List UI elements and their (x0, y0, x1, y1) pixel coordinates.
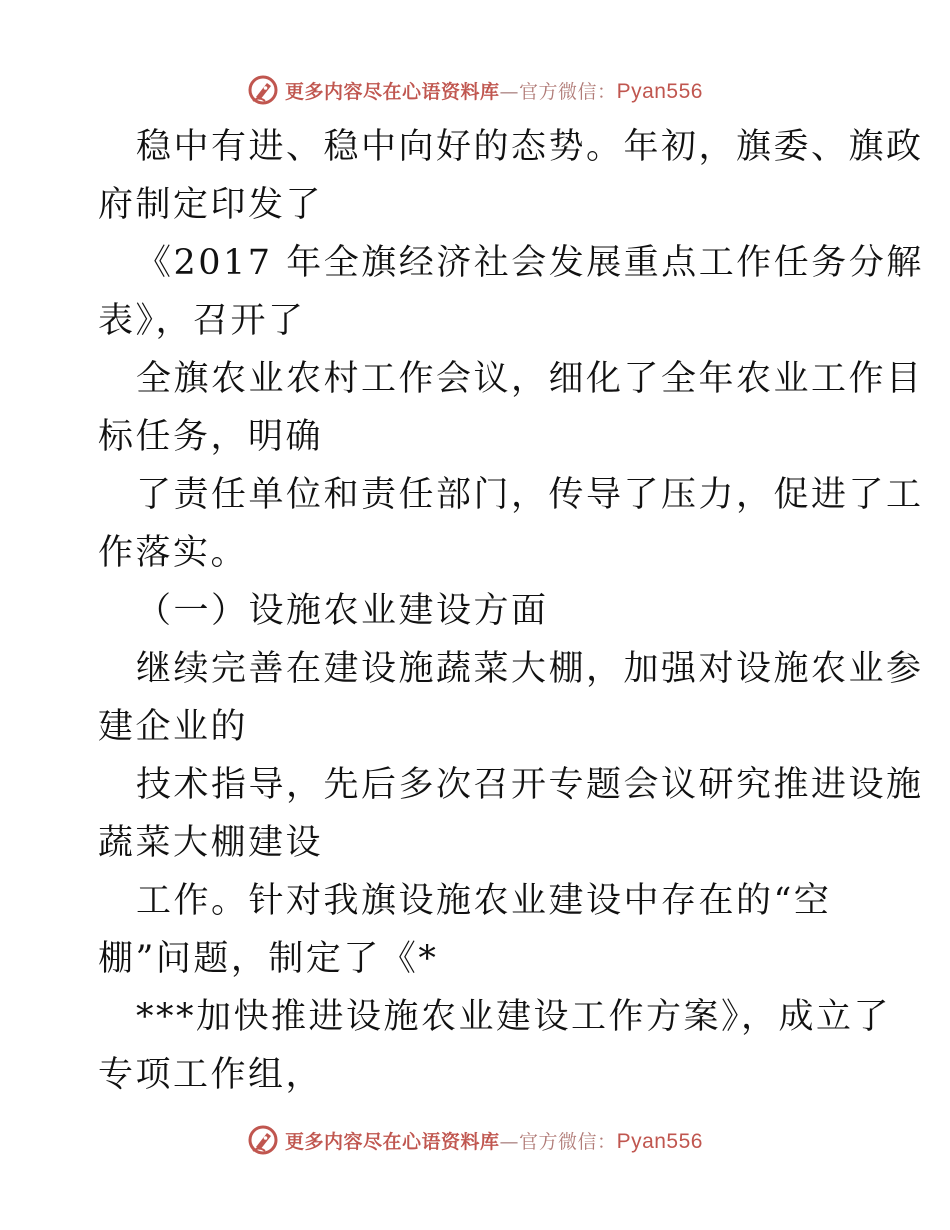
paragraph-line-continuation: 棚”问题，制定了《* (98, 939, 439, 979)
paragraph-line-continuation: 蔬菜大棚建设 (98, 823, 324, 863)
paragraph-line: 全旗农业农村工作会议，细化了全年农业工作目 (136, 359, 924, 399)
header-watermark (0, 70, 950, 110)
paragraph (98, 118, 924, 234)
paragraph-line-continuation: 建企业的 (98, 707, 249, 747)
paragraph (98, 234, 924, 350)
watermark-wechat-label: 官方微信： (519, 80, 617, 103)
paragraph-line: ***加快推进设施农业建设工作方案》，成立了 (136, 997, 892, 1037)
paragraph (98, 640, 924, 756)
watermark-main-text: 更多内容尽在心语资料库 (285, 80, 500, 103)
paragraph-line-continuation: 表》，召开了 (98, 301, 306, 341)
watermark-dash: — (499, 80, 520, 103)
watermark-wechat-id: Pyan556 (616, 79, 703, 103)
paragraph (98, 466, 924, 582)
footer-watermark (0, 1120, 950, 1160)
paragraph-line-continuation: 作落实。 (98, 533, 249, 573)
watermark-text (285, 77, 703, 104)
paragraph-line-continuation: 府制定印发了 (98, 185, 324, 225)
pen-nib-circle-icon (247, 1124, 279, 1156)
paragraph (98, 756, 924, 872)
watermark-wechat-label: 官方微信： (519, 1130, 617, 1153)
section-heading-text: （一）设施农业建设方面 (136, 591, 549, 631)
pen-nib-circle-icon (247, 74, 279, 106)
paragraph-line: 继续完善在建设施蔬菜大棚，加强对设施农业参 (136, 649, 924, 689)
paragraph-line: 了责任单位和责任部门，传导了压力，促进了工 (136, 475, 924, 515)
paragraph-line-continuation: 标任务，明确 (98, 417, 324, 457)
document-body (98, 118, 924, 1104)
paragraph (98, 872, 858, 988)
paragraph-line-continuation: 专项工作组， (98, 1055, 324, 1095)
watermark-text (285, 1127, 703, 1154)
watermark-wechat-id: Pyan556 (616, 1129, 703, 1153)
section-heading (98, 582, 858, 640)
paragraph-line: 《2017 年全旗经济社会发展重点工作任务分解 (136, 243, 924, 283)
paragraph-line: 稳中有进、稳中向好的态势。年初，旗委、旗政 (136, 127, 924, 167)
watermark-main-text: 更多内容尽在心语资料库 (285, 1130, 500, 1153)
paragraph-line: 工作。针对我旗设施农业建设中存在的“空 (136, 881, 832, 921)
paragraph-line: 技术指导，先后多次召开专题会议研究推进设施 (136, 765, 924, 805)
paragraph (98, 350, 924, 466)
paragraph (98, 988, 892, 1104)
watermark-dash: — (499, 1130, 520, 1153)
